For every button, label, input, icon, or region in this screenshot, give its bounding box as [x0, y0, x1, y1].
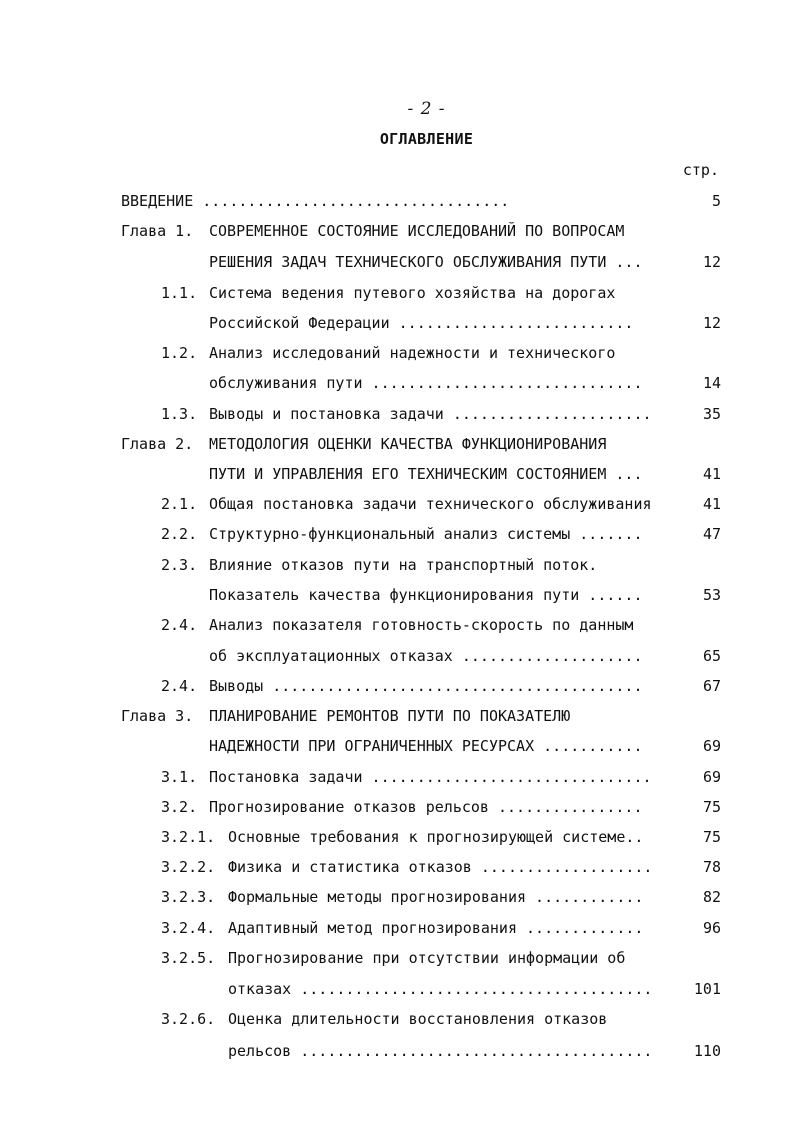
toc-entry-text: обслуживания пути ..............................: [209, 374, 643, 392]
toc-entry-text: ПЛАНИРОВАНИЕ РЕМОНТОВ ПУТИ ПО ПОКАЗАТЕЛЮ: [209, 707, 571, 725]
toc-entry-page: 78: [702, 858, 721, 876]
toc-entry-number: 2.2.: [161, 525, 198, 543]
toc-entry-number: 3.2.6.: [161, 1010, 216, 1028]
toc-entry-page: 35: [702, 405, 721, 423]
toc-entry[interactable]: [121, 312, 721, 334]
toc-entry[interactable]: [121, 372, 721, 394]
toc-entry-text: Общая постановка задачи технического обслуживания: [209, 495, 652, 513]
toc-entry[interactable]: [121, 886, 721, 908]
toc-entry[interactable]: [121, 220, 721, 242]
toc-entry-number: Глава 1.: [121, 222, 194, 240]
toc-entry-text: Анализ исследований надежности и технического: [209, 344, 616, 362]
toc-entry-text: Формальные методы прогнозирования ............: [228, 888, 644, 906]
toc-entry[interactable]: [121, 645, 721, 667]
toc-entry-number: 3.2.5.: [161, 949, 216, 967]
toc-entry[interactable]: [121, 342, 721, 364]
toc-entry-number: Глава 2.: [121, 435, 194, 453]
toc-entry-page: 67: [702, 677, 721, 695]
toc-entry-text: НАДЕЖНОСТИ ПРИ ОГРАНИЧЕННЫХ РЕСУРСАХ ...........: [209, 737, 643, 755]
toc-entry-page: 41: [702, 465, 721, 483]
toc-entry-text: ВВЕДЕНИЕ ..................................: [121, 192, 510, 210]
toc-entry-number: 1.1.: [161, 284, 198, 302]
toc-entry-page: 47: [702, 525, 721, 543]
toc-entry-page: 101: [693, 980, 721, 998]
toc-entry-text: Адаптивный метод прогнозирования .............: [228, 919, 644, 937]
toc-entry[interactable]: [121, 403, 721, 425]
toc-entry-page: 75: [702, 798, 721, 816]
toc-entry-text: Система ведения путевого хозяйства на дорогах: [209, 284, 616, 302]
toc-entry-number: 3.2.2.: [161, 858, 216, 876]
toc-entry-number: 2.4.: [161, 677, 198, 695]
toc-entry-number: 2.4.: [161, 616, 198, 634]
toc-entry-page: 82: [702, 888, 721, 906]
toc-entry[interactable]: [121, 705, 721, 727]
toc-entry[interactable]: [121, 190, 721, 212]
toc-entry[interactable]: [121, 826, 721, 848]
toc-entry-number: 3.2.: [161, 798, 198, 816]
toc-entry-number: 2.1.: [161, 495, 198, 513]
page-column-header: стр.: [682, 161, 719, 179]
toc-entry[interactable]: [121, 584, 721, 606]
toc-entry-text: Анализ показателя готовность-скорость по данным: [209, 616, 634, 634]
toc-entry[interactable]: [121, 1008, 721, 1030]
toc-entry-text: Выводы и постановка задачи ......................: [209, 405, 652, 423]
toc-entry[interactable]: [121, 251, 721, 273]
toc-entry-text: Постановка задачи ...............................: [209, 768, 652, 786]
toc-entry-number: 3.2.3.: [161, 888, 216, 906]
toc-entry-text: отказах .......................................: [228, 980, 653, 998]
toc-entry[interactable]: [121, 796, 721, 818]
toc-entry[interactable]: [121, 735, 721, 757]
toc-entry-text: Структурно-функциональный анализ системы .......: [209, 525, 643, 543]
toc-entry-text: рельсов .......................................: [228, 1042, 653, 1060]
toc-entry[interactable]: [121, 523, 721, 545]
toc-entry-page: 65: [702, 647, 721, 665]
toc-entry[interactable]: [121, 1040, 721, 1062]
page-number: - 2 -: [407, 99, 446, 119]
toc-entry-page: 69: [702, 768, 721, 786]
toc-entry-page: 75: [702, 828, 721, 846]
toc-entry-number: 3.1.: [161, 768, 198, 786]
toc-entry-text: Прогнозирование отказов рельсов ................: [209, 798, 643, 816]
toc-entry-text: Выводы .........................................: [209, 677, 643, 695]
toc-entry[interactable]: [121, 766, 721, 788]
toc-entry-text: МЕТОДОЛОГИЯ ОЦЕНКИ КАЧЕСТВА ФУНКЦИОНИРОВАНИЯ: [209, 435, 607, 453]
toc-entry[interactable]: [121, 978, 721, 1000]
toc-entry-text: ПУТИ И УПРАВЛЕНИЯ ЕГО ТЕХНИЧЕСКИМ СОСТОЯНИЕМ ...: [209, 465, 643, 483]
toc-entry[interactable]: [121, 917, 721, 939]
toc-title: ОГЛАВЛЕНИЕ: [379, 130, 474, 148]
toc-entry-text: РЕШЕНИЯ ЗАДАЧ ТЕХНИЧЕСКОГО ОБСЛУЖИВАНИЯ ПУТИ ...: [209, 253, 643, 271]
toc-entry-number: 1.3.: [161, 405, 198, 423]
toc-entry-page: 53: [702, 586, 721, 604]
toc-entry-page: 96: [702, 919, 721, 937]
toc-entry-page: 110: [693, 1042, 721, 1060]
toc-entry-text: Влияние отказов пути на транспортный поток.: [209, 556, 598, 574]
toc-entry[interactable]: [121, 282, 721, 304]
toc-entry-text: Прогнозирование при отсутствии информации об: [228, 949, 626, 967]
toc-entry[interactable]: [121, 493, 721, 515]
toc-entry[interactable]: [121, 433, 721, 455]
toc-entry-page: 69: [702, 737, 721, 755]
toc-entry[interactable]: [121, 947, 721, 969]
toc-entry-text: Показатель качества функционирования пути ......: [209, 586, 643, 604]
toc-entry[interactable]: [121, 675, 721, 697]
toc-entry[interactable]: [121, 554, 721, 576]
toc-entry-text: об эксплуатационных отказах ....................: [209, 647, 643, 665]
toc-entry[interactable]: [121, 463, 721, 485]
toc-entry-page: 12: [702, 253, 721, 271]
toc-entry[interactable]: [121, 856, 721, 878]
toc-entry-text: СОВРЕМЕННОЕ СОСТОЯНИЕ ИССЛЕДОВАНИЙ ПО ВОПРОСАМ: [209, 222, 625, 240]
toc-entry-number: 3.2.4.: [161, 919, 216, 937]
toc-entry-number: Глава 3.: [121, 707, 194, 725]
toc-entry-text: Российской Федерации ..........................: [209, 314, 634, 332]
toc-entry-page: 12: [702, 314, 721, 332]
toc-entry-number: 2.3.: [161, 556, 198, 574]
toc-entry-number: 1.2.: [161, 344, 198, 362]
toc-entry-page: 41: [702, 495, 721, 513]
toc-entry[interactable]: [121, 614, 721, 636]
toc-entry-page: 5: [711, 192, 721, 210]
toc-entry-page: 14: [702, 374, 721, 392]
toc-entry-text: Основные требования к прогнозирующей системе..: [228, 828, 644, 846]
toc-entry-number: 3.2.1.: [161, 828, 216, 846]
toc-entry-text: Физика и статистика отказов ...................: [228, 858, 653, 876]
toc-entry-text: Оценка длительности восстановления отказов: [228, 1010, 608, 1028]
